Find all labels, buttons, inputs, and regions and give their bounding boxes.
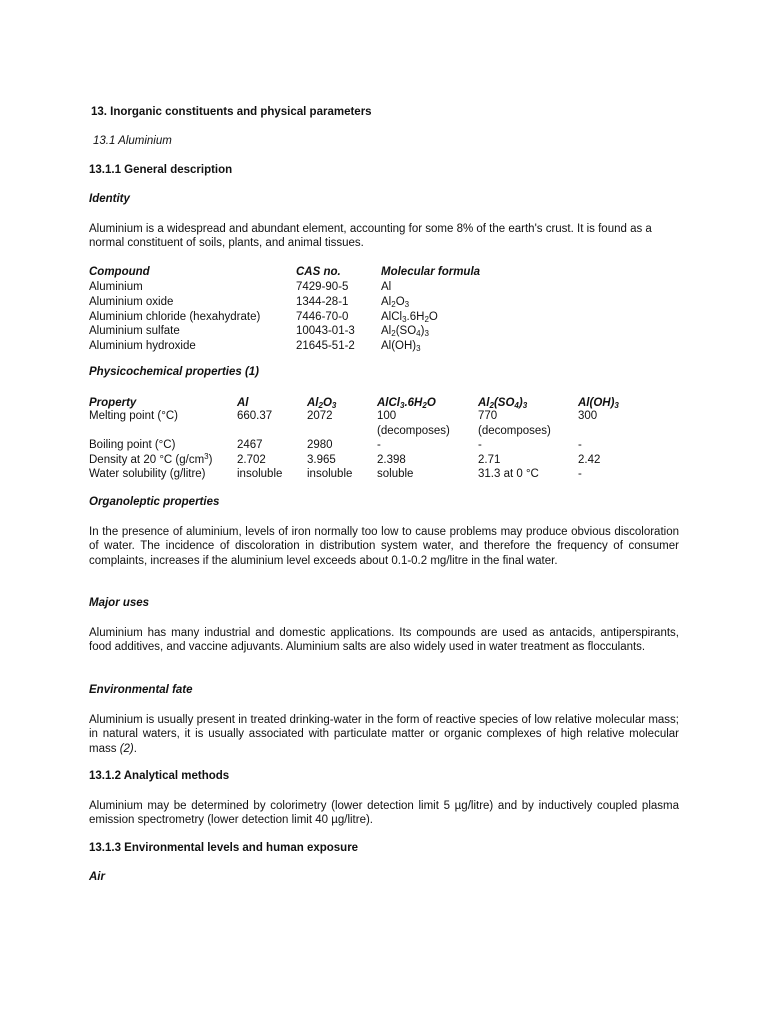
compound-column-header: Compound — [89, 266, 150, 278]
identity-heading: Identity — [89, 193, 130, 205]
air-subheading: Air — [89, 871, 105, 883]
table-row — [0, 310, 768, 325]
formula-column-header: Molecular formula — [381, 266, 481, 278]
table-cell: 2467 — [237, 439, 263, 451]
table-cell-note: (decomposes) — [478, 425, 551, 437]
cas-number: 7429-90-5 — [296, 281, 349, 293]
cas-number: 10043-01-3 — [296, 325, 355, 337]
table-cell: 100 — [377, 410, 397, 422]
table-row — [0, 339, 768, 354]
table-cell: 2980 — [307, 439, 333, 451]
chapter-title: 13. Inorganic constituents and physical parameters — [91, 106, 372, 118]
table-cell: - — [478, 439, 482, 451]
molecular-formula: $Al_2O_3$ — [381, 296, 410, 309]
compound-name: Aluminium chloride (hexahydrate) — [89, 311, 261, 323]
table-row — [0, 324, 768, 339]
general-description-heading: 13.1.1 General description — [89, 164, 233, 176]
environmental-fate-text: Aluminium is usually present in treated drinking-water in the form of reactive species of low relative molecular mass; in natural waters, it is usually associated with particulate matter or organic complexes of high relative molecular mass — [89, 714, 679, 755]
cas-column-header: CAS no. — [296, 266, 341, 278]
table-cell: 2072 — [307, 410, 333, 422]
table-row — [0, 438, 768, 453]
molecular-formula: $Al(OH)_3$ — [381, 340, 421, 353]
table-row — [0, 409, 768, 424]
table-row — [0, 295, 768, 310]
al2o3-column-header: $Al_2O_3$ — [307, 397, 337, 410]
table-cell-note: (decomposes) — [377, 425, 450, 437]
table-cell: 770 — [478, 410, 498, 422]
major-uses-paragraph: Aluminium has many industrial and domestic applications. Its compounds are used as antacids, antiperspirants, food additives, and vaccine adjuvants. Aluminium salts are also widely used in water treatment as flocculants. — [89, 627, 679, 654]
environmental-levels-heading: 13.1.3 Environmental levels and human exposure — [89, 842, 359, 854]
organoleptic-paragraph: In the presence of aluminium, levels of iron normally too low to cause problems may produce obvious discoloration of water. The incidence of discoloration in distribution system water, and therefore the frequency of consumer complaints, increases if the aluminium level exceeds about 0.1-0.2 mg/litre in the final water. — [89, 526, 679, 567]
environmental-fate-paragraph — [89, 713, 679, 756]
table-cell: - — [578, 439, 582, 451]
table-cell: insoluble — [307, 468, 353, 480]
environmental-fate-heading: Environmental fate — [89, 684, 193, 696]
property-name: Boiling point (°C) — [89, 439, 176, 451]
property-name: Melting point (°C) — [89, 410, 178, 422]
physchem-heading: Physicochemical properties (1) — [89, 366, 260, 378]
table-cell: 31.3 at 0 °C — [478, 468, 539, 480]
table-cell: 2.398 — [377, 454, 406, 466]
al2so43-column-header: $Al_2(SO_4)_3$ — [478, 397, 528, 410]
alcl3-column-header: $AlCl_3.6H_2O$ — [377, 397, 436, 410]
analytical-methods-paragraph: Aluminium may be determined by colorimetry (lower detection limit 5 µg/litre) and by inductively coupled plasma emission spectrometry (lower detection limit 40 µg/litre). — [89, 800, 679, 827]
table-cell: 300 — [578, 410, 598, 422]
table-cell: - — [377, 439, 381, 451]
property-column-header: Property — [89, 397, 137, 409]
table-cell: - — [578, 468, 582, 480]
analytical-methods-heading: 13.1.2 Analytical methods — [89, 770, 230, 782]
compounds-header-row — [0, 265, 768, 280]
section-title: 13.1 Aluminium — [93, 135, 172, 147]
compound-name: Aluminium sulfate — [89, 325, 180, 337]
cas-number: 1344-28-1 — [296, 296, 349, 308]
compound-name: Aluminium hydroxide — [89, 340, 196, 352]
aloh3-column-header: $Al(OH)_3$ — [578, 397, 619, 410]
al-column-header: Al — [237, 397, 249, 409]
table-cell: 2.702 — [237, 454, 266, 466]
table-cell: 2.42 — [578, 454, 601, 466]
compound-name: Aluminium — [89, 281, 143, 293]
table-row — [0, 467, 768, 482]
table-row — [0, 453, 768, 468]
table-row — [0, 280, 768, 295]
molecular-formula: Al — [381, 281, 392, 293]
table-cell: soluble — [377, 468, 414, 480]
reference-link: (2) — [119, 742, 134, 755]
table-cell: insoluble — [237, 468, 283, 480]
table-cell: 660.37 — [237, 410, 273, 422]
molecular-formula: $Al_2(SO_4)_3$ — [381, 325, 429, 338]
major-uses-heading: Major uses — [89, 597, 150, 609]
cas-number: 21645-51-2 — [296, 340, 355, 352]
compound-name: Aluminium oxide — [89, 296, 174, 308]
cas-number: 7446-70-0 — [296, 311, 349, 323]
table-cell: 2.71 — [478, 454, 501, 466]
property-name: Water solubility (g/litre) — [89, 468, 206, 480]
property-name: Density at 20 °C $(g/cm^3)$ — [89, 452, 213, 466]
sentence-end: . — [133, 742, 137, 755]
molecular-formula: $AlCl_3.6H_2O$ — [381, 311, 438, 324]
identity-paragraph: Aluminium is a widespread and abundant element, accounting for some 8% of the earth's crust. It is found as a normal constituent of soils, plants, and animal tissues. — [89, 223, 652, 250]
table-row-continuation — [0, 424, 768, 439]
table-cell: 3.965 — [307, 454, 336, 466]
organoleptic-heading: Organoleptic properties — [89, 496, 220, 508]
